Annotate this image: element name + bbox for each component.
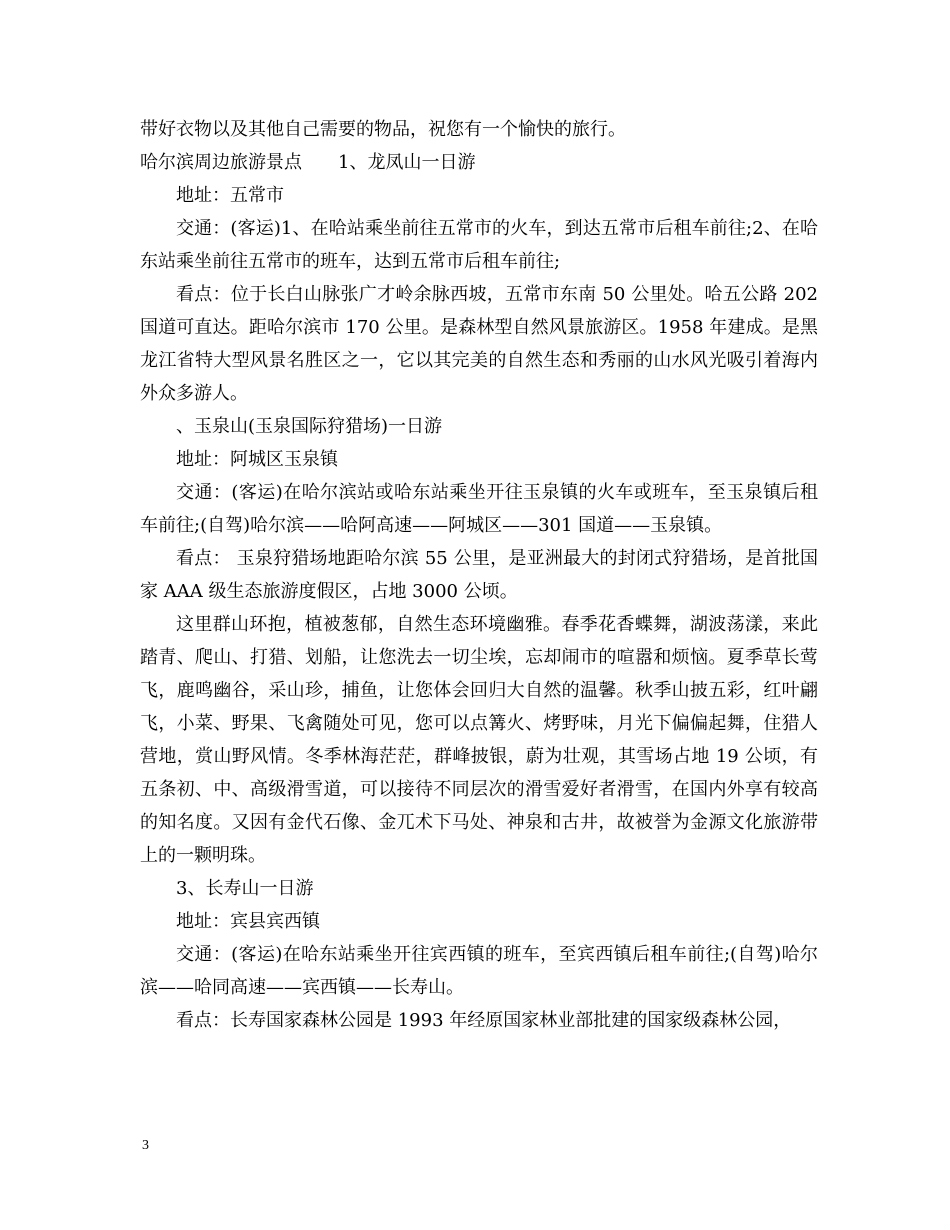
- spot-2-highlights: 看点： 玉泉狩猎场地距哈尔滨 55 公里，是亚洲最大的封闭式狩猎场，是首批国家 AAA 级生态旅游度假区，占地 3000 公顷。: [140, 548, 818, 602]
- spot-1-title: 1、龙凤山一日游: [338, 152, 476, 173]
- spot-1-transport: 交通：(客运)1、在哈站乘坐前往五常市的火车，到达五常市后租车前往;2、在哈东站乘坐前往五常市的班车，达到五常市后租车前往;: [140, 218, 818, 272]
- spot-3-transport: 交通：(客运)在哈东站乘坐开往宾西镇的班车，至宾西镇后租车前往;(自驾)哈尔滨——哈同高速——宾西镇——长寿山。: [140, 944, 818, 998]
- spot-2-title: 、玉泉山(玉泉国际狩猎场)一日游: [176, 416, 443, 437]
- section-heading-line: [140, 146, 818, 179]
- spot-2-transport: 交通：(客运)在哈尔滨站或哈东站乘坐开往玉泉镇的火车或班车，至玉泉镇后租车前往;(自驾)哈尔滨——哈阿高速——阿城区——301 国道——玉泉镇。: [140, 482, 818, 536]
- spot-3-title: 3、长寿山一日游: [176, 878, 314, 899]
- spot-3-address: 地址：宾县宾西镇: [176, 911, 320, 932]
- spot-1-address: 地址：五常市: [176, 185, 284, 206]
- spot-3-highlights: 看点：长寿国家森林公园是 1993 年经原国家林业部批建的国家级森林公园，: [176, 1010, 792, 1031]
- section-title: 哈尔滨周边旅游景点: [140, 152, 302, 173]
- spot-1-highlights: 看点：位于长白山脉张广才岭余脉西坡，五常市东南 50 公里处。哈五公路 202 国道可直达。距哈尔滨市 170 公里。是森林型自然风景旅游区。1958 年建成。是黑龙江省特大型风景名胜区之一，它以其完美的自然生态和秀丽的山水风光吸引着海内外众多游人。: [140, 284, 818, 404]
- spot-2-address: 地址：阿城区玉泉镇: [176, 449, 338, 470]
- spot-2-description: 这里群山环抱，植被葱郁，自然生态环境幽雅。春季花香蝶舞，湖波荡漾，来此踏青、爬山、打猎、划船，让您洗去一切尘埃，忘却闹市的喧嚣和烦恼。夏季草长莺飞，鹿鸣幽谷，采山珍，捕鱼，让您体会回归大自然的温馨。秋季山披五彩，红叶翩飞，小菜、野果、飞禽随处可见，您可以点篝火、烤野味，月光下偏偏起舞，住猎人营地，赏山野风情。冬季林海茫茫，群峰披银，蔚为壮观，其雪场占地 19 公顷，有五条初、中、高级滑雪道，可以接待不同层次的滑雪爱好者滑雪，在国内外享有较高的知名度。又因有金代石像、金兀术下马处、神泉和古井，故被誉为金源文化旅游带上的一颗明珠。: [140, 614, 818, 866]
- page-number: 3: [142, 1138, 149, 1153]
- document-body: [140, 113, 818, 1037]
- paragraph-closing-note: 带好衣物以及其他自己需要的物品，祝您有一个愉快的旅行。: [140, 119, 626, 140]
